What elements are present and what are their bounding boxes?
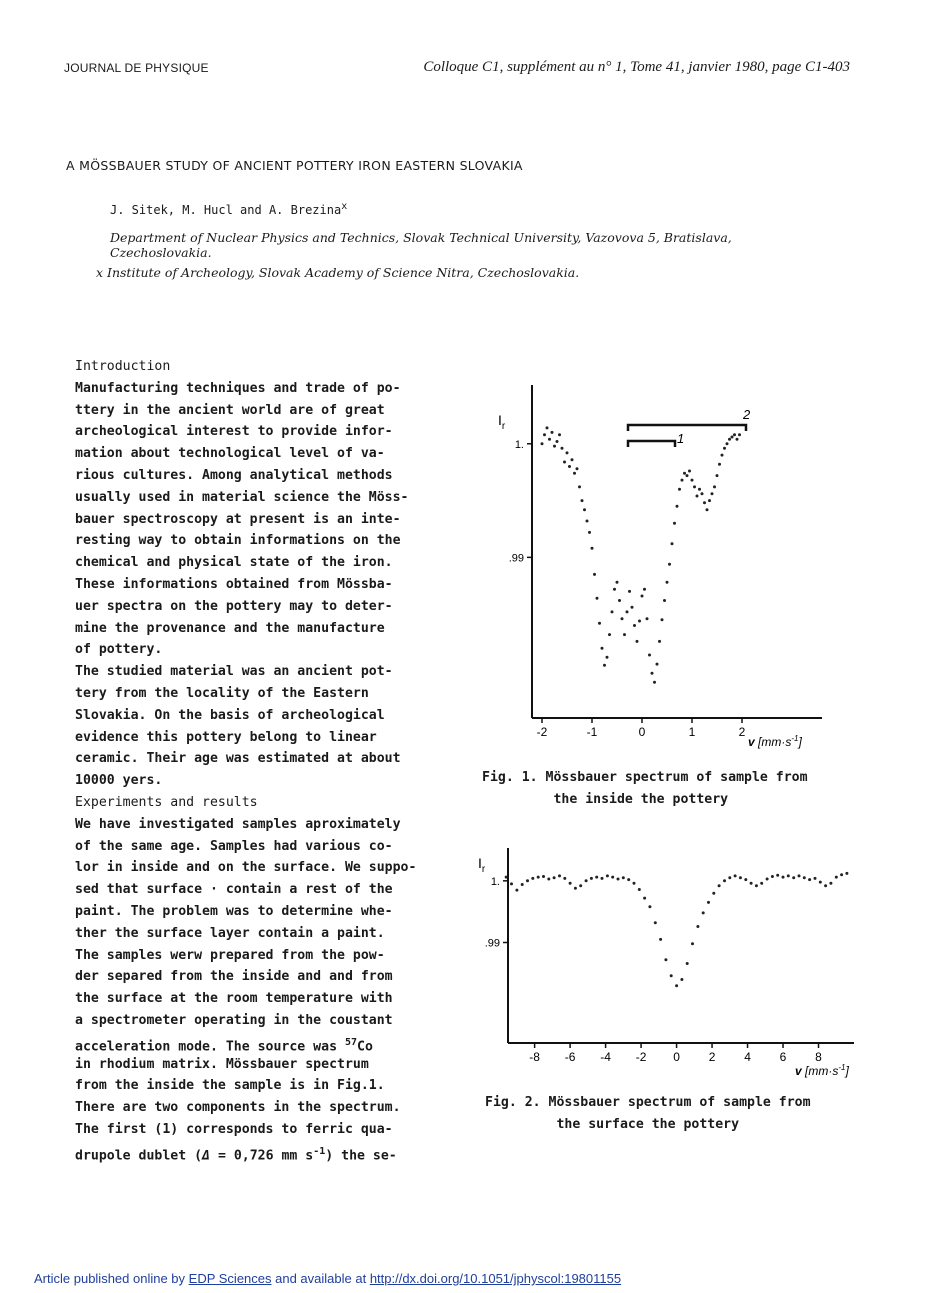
data-point [596,597,599,600]
data-point [686,962,689,965]
x-tick-label: 1 [688,725,696,739]
paper-title: A MÖSSBAUER STUDY OF ANCIENT POTTERY IRON EASTERN SLOVAKIA [66,158,523,173]
fig2-data-points [505,872,849,987]
x-tick-label: 2 [708,1050,716,1064]
dublet-line [75,1141,455,1163]
data-point [728,438,731,441]
experiments-paragraph [75,814,455,1032]
data-point [712,892,715,895]
data-point [845,872,848,875]
data-point [713,485,716,488]
figure-1-caption [482,767,808,811]
experiments-line: lor in inside and on the surface. We suppo- [75,860,417,876]
data-point [716,474,719,477]
x-tick-label: 4 [744,1050,751,1064]
introduction-line: These informations obtained from Mössba- [75,576,393,592]
data-point [718,463,721,466]
data-point [643,897,646,900]
data-point [648,905,651,908]
x-tick-label: -4 [600,1050,611,1064]
data-point [601,647,604,650]
x-tick-label: -6 [564,1050,576,1064]
data-point [723,879,726,882]
experiments-line: of the same age. Samples had various co- [75,838,393,854]
unit-exponent: -1 [313,1145,326,1157]
data-point [718,884,721,887]
fig1-caption-line1: Fig. 1. Mössbauer spectrum of sample from [482,770,808,785]
experiments-line: sed that surface · contain a rest of the [75,882,393,898]
affiliation-mark: x [341,201,348,212]
data-point [556,440,559,443]
data-point [606,874,609,877]
data-point [573,472,576,475]
dublet-line-start: drupole dublet ( [75,1148,203,1164]
data-point [531,877,534,880]
y-tick-label: 1. [490,875,500,888]
data-point [676,505,679,508]
isotope-mass-number: 57 [344,1036,357,1048]
body-text-column [75,356,455,1162]
author-list [110,201,347,217]
data-point [798,874,801,877]
data-point [543,433,546,436]
data-point [829,882,832,885]
data-point [703,501,706,504]
data-point [585,879,588,882]
experiments-line: from the inside the sample is in Fig.1. [75,1078,385,1094]
fig1-caption-line2: the inside the pottery [482,792,729,807]
data-point [603,664,606,667]
figure-1-spectrum [490,375,840,755]
introduction-line: rious cultures. Among analytical methods [75,467,393,483]
data-point [583,508,586,511]
data-point [553,876,556,879]
data-point [726,442,729,445]
fig2-x-ticks [529,1043,822,1064]
data-point [728,876,731,879]
data-point [510,882,513,885]
fig1-bracket-1 [628,441,675,447]
data-point [638,620,641,623]
data-point [750,882,753,885]
data-point [571,458,574,461]
data-point [541,442,544,445]
affiliation-2: x Institute of Archeology, Slovak Academy of Science Nitra, Czechoslovakia. [96,265,580,280]
data-point [526,879,529,882]
data-point [586,520,589,523]
data-point [733,433,736,436]
data-point [574,887,577,890]
data-point [675,984,678,987]
experiments-line: The first (1) corresponds to ferric qua- [75,1121,393,1137]
source-line-text: acceleration mode. The source was [75,1039,345,1055]
data-point [590,877,593,880]
data-point [537,876,540,879]
data-point [654,921,657,924]
data-point [558,433,561,436]
data-point [658,640,661,643]
data-point [760,882,763,885]
experiments-line: We have investigated samples aproximately [75,816,401,832]
data-point [641,595,644,598]
data-point [721,454,724,457]
experiments-line: ther the surface layer contain a paint. [75,925,385,941]
introduction-line: of pottery. [75,642,163,658]
data-point [563,877,566,880]
data-point [736,438,739,441]
introduction-line: bauer spectroscopy at present is an inte- [75,511,401,527]
data-point [666,581,669,584]
citation-line: Colloque C1, supplément au n° 1, Tome 41, janvier 1980, page C1-403 [423,59,850,75]
footer-middle: and available at [271,1271,370,1286]
introduction-line: resting way to obtain informations on the [75,533,401,549]
x-tick-label: 0 [638,725,646,739]
data-point [702,911,705,914]
data-point [515,889,518,892]
publisher-link[interactable]: EDP Sciences [188,1271,272,1286]
data-point [696,495,699,498]
data-point [618,599,621,602]
data-point [648,654,651,657]
isotope-symbol: Co [357,1039,373,1055]
data-point [776,874,779,877]
data-point [668,563,671,566]
x-tick-label: 8 [815,1050,822,1064]
introduction-line: Manufacturing techniques and trade of po- [75,380,401,396]
delta-symbol: Δ [202,1148,210,1164]
data-point [814,877,817,880]
data-point [548,438,551,441]
data-point [698,488,701,491]
data-point [734,874,737,877]
data-point [558,874,561,877]
data-point [744,878,747,881]
data-point [691,479,694,482]
x-tick-label: 0 [673,1050,680,1064]
figure-2-spectrum [470,840,870,1080]
experiments-line: The samples werw prepared from the pow- [75,947,385,963]
data-point [653,681,656,684]
data-point [824,884,827,887]
data-point [678,488,681,491]
data-point [680,978,683,981]
publication-footer [34,1271,621,1286]
data-point [671,542,674,545]
data-point [601,877,604,880]
y-tick-label: .99 [508,552,524,565]
x-tick-label: -2 [635,1050,647,1064]
data-point [673,522,676,525]
data-point [566,451,569,454]
data-point [621,617,624,620]
data-point [547,878,550,881]
data-point [628,590,631,593]
data-point [707,901,710,904]
data-point [542,875,545,878]
data-point [608,633,611,636]
data-point [627,878,630,881]
fig1-x-ticks [537,718,746,739]
experiments-line: der separed from the inside and and from [75,969,393,985]
experiments-line: the surface at the room temperature with [75,991,393,1007]
data-point [633,882,636,885]
data-point [723,447,726,450]
fig1-annot-1: 1 [677,431,685,446]
data-point [664,958,667,961]
data-point [661,618,664,621]
x-tick-label: 6 [779,1050,787,1064]
data-point [561,447,564,450]
introduction-line: evidence this pottery belong to linear [75,729,377,745]
data-point [616,581,619,584]
introduction-paragraph [75,378,455,792]
data-point [663,599,666,602]
data-point [576,467,579,470]
data-point [623,633,626,636]
introduction-line: usually used in material science the Möss- [75,489,409,505]
experiments-paragraph-continued [75,1054,455,1141]
doi-link[interactable]: http://dx.doi.org/10.1051/jphyscol:19801155 [369,1271,622,1286]
data-point [808,878,811,881]
data-point [631,606,634,609]
data-point [656,663,659,666]
data-point [755,884,758,887]
data-point [803,876,806,879]
data-point [568,465,571,468]
x-tick-label: -1 [586,725,598,739]
fig1-x-label: v $[mm\cdot s^{-1}]$ [748,734,802,749]
affiliation-1: Department of Nuclear Physics and Technics, Slovak Technical University, Vazovova 5, Bratislava, Czechoslovakia. [110,230,732,260]
data-point [569,882,572,885]
data-point [563,461,566,464]
introduction-line: ceramic. Their age was estimated at about [75,751,401,767]
footer-prefix: Article published online by [34,1271,189,1286]
data-point [696,925,699,928]
y-tick-label: 1. [514,438,524,451]
introduction-line: uer spectra on the pottery may to deter- [75,598,393,614]
x-tick-label: 2 [738,725,746,739]
y-tick-label: .99 [484,937,500,950]
data-point [766,878,769,881]
data-point [633,624,636,627]
journal-name: JOURNAL DE PHYSIQUE [64,61,209,75]
fig1-y-ticks [509,439,532,565]
figure-2-caption [485,1092,811,1136]
introduction-line: archeological interest to provide infor- [75,424,393,440]
introduction-line: mine the provenance and the manufacture [75,620,385,636]
data-point [636,640,639,643]
data-point [670,974,673,977]
experiments-line: paint. The problem was to determine whe- [75,903,393,919]
data-point [708,499,711,502]
data-point [622,876,625,879]
x-tick-label: -8 [529,1050,540,1064]
data-point [595,876,598,879]
data-point [731,436,734,439]
data-point [683,472,686,475]
data-point [835,876,838,879]
data-point [553,445,556,448]
data-point [551,431,554,434]
data-point [693,485,696,488]
section-heading-experiments: Experiments and results [75,794,258,810]
data-point [738,433,741,436]
introduction-line: The studied material was an ancient pot- [75,664,393,680]
data-point [588,531,591,534]
experiments-line: There are two components in the spectrum. [75,1100,401,1116]
data-point [691,942,694,945]
data-point [591,547,594,550]
section-heading-introduction: Introduction [75,359,171,374]
fig2-x-label: v $[mm\cdot s^{-1}]$ [795,1063,849,1078]
data-point [840,873,843,876]
fig2-caption-line2: the surface the pottery [485,1117,740,1132]
fig1-y-label: $I_r$ [498,412,506,432]
data-point [638,888,641,891]
fig2-caption-line1: Fig. 2. Mössbauer spectrum of sample from [485,1095,811,1110]
data-point [688,470,691,473]
data-point [686,474,689,477]
data-point [626,610,629,613]
data-point [701,492,704,495]
data-point [646,617,649,620]
introduction-line: chemical and physical state of the iron. [75,555,393,571]
experiments-line: a spectrometer operating in the coustant [75,1012,393,1028]
fig1-annot-2: 2 [743,407,751,422]
introduction-line: 10000 yers. [75,773,163,789]
dublet-line-end: ) the se- [325,1148,397,1164]
data-point [659,938,662,941]
data-point [787,874,790,877]
data-point [739,876,742,879]
data-point [711,492,714,495]
data-point [819,881,822,884]
fig1-data-points [541,426,742,683]
data-point [581,499,584,502]
data-point [606,656,609,659]
data-point [706,508,709,511]
data-point [792,876,795,879]
data-point [611,876,614,879]
data-point [617,878,620,881]
fig1-bracket-2 [628,425,746,431]
fig2-y-ticks [485,876,508,950]
fig2-y-label: $I_r$ [478,855,486,875]
data-point [579,884,582,887]
x-tick-label: -2 [536,725,548,739]
data-point [521,883,524,886]
data-point [643,588,646,591]
introduction-line: tery from the locality of the Eastern [75,685,369,701]
data-point [505,876,508,879]
data-point [613,588,616,591]
data-point [651,672,654,675]
data-point [611,610,614,613]
data-point [598,622,601,625]
data-point [546,426,549,429]
authors-text: J. Sitek, M. Hucl and A. Brezina [110,203,342,217]
source-line [75,1032,455,1054]
introduction-line: ttery in the ancient world are of great [75,402,385,418]
data-point [578,485,581,488]
introduction-line: Slovakia. On the basis of archeological [75,707,385,723]
data-point [593,573,596,576]
data-point [771,875,774,878]
dublet-value: = 0,726 mm s [210,1148,314,1164]
data-point [782,876,785,879]
introduction-line: mation about technological level of va- [75,446,385,462]
experiments-line: in rhodium matrix. Mössbauer spectrum [75,1056,369,1072]
data-point [681,479,684,482]
